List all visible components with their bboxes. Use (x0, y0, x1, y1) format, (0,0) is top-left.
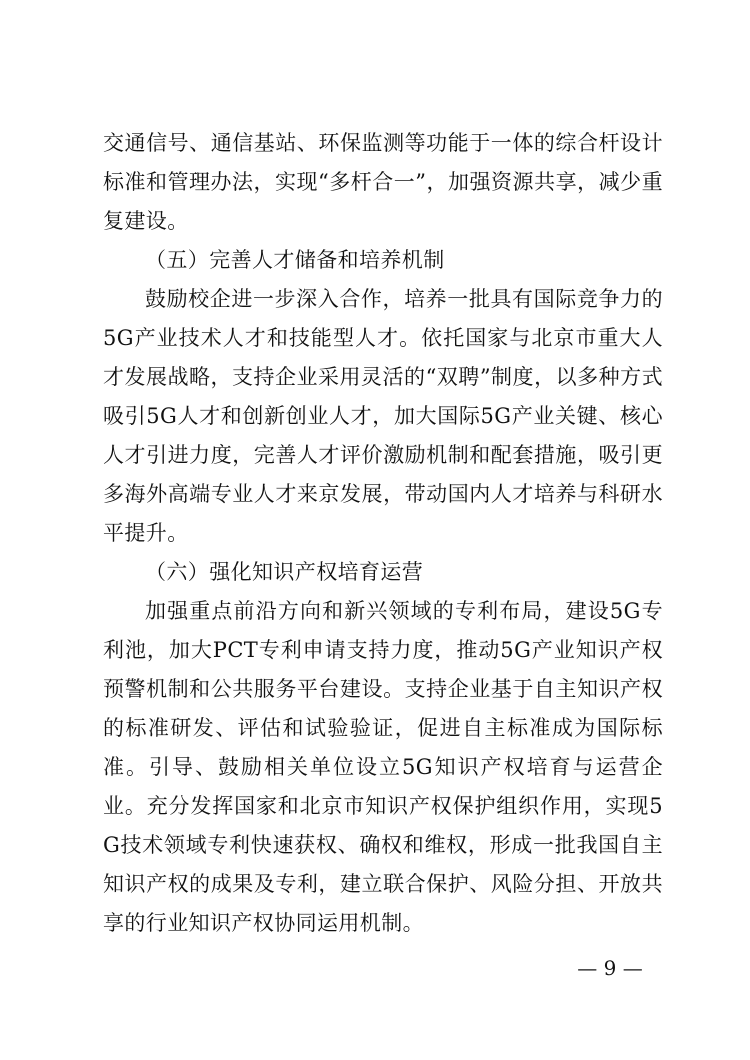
paragraph-continued: 交通信号、通信基站、环保监测等功能于一体的综合杆设计标准和管理办法，实现“多杆合一”，加强资源共享，减少重复建设。 (103, 131, 663, 233)
section-heading-6: （六）强化知识产权培育运营 (145, 560, 424, 584)
paragraph-ip: 加强重点前沿方向和新兴领域的专利布局，建设5G专利池，加大PCT专利申请支持力度，推动5G产业知识产权预警机制和公共服务平台建设。支持企业基于自主知识产权的标准研发、评估和试验验证，促进自主标准成为国际标准。引导、鼓励相关单位设立5G知识产权培育与运营企业。充分发挥国家和北京市知识产权保护组织作用，实现5G技术领域专利快速获权、确权和维权，形成一批我国自主知识产权的成果及专利，建立联合保护、风险分担、开放共享的行业知识产权协同运用机制。 (103, 599, 663, 935)
paragraph-talent: 鼓励校企进一步深入合作，培养一批具有国际竞争力的5G产业技术人才和技能型人才。依托国家与北京市重大人才发展战略，支持企业采用灵活的“双聘”制度，以多种方式吸引5G人才和创新创业人才，加大国际5G产业关键、核心人才引进力度，完善人才评价激励机制和配套措施，吸引更多海外高端专业人才来京发展，带动国内人才培养与科研水平提升。 (103, 287, 663, 545)
section-heading-5: （五）完善人才储备和培养机制 (145, 248, 445, 272)
page-number: — 9 — (577, 956, 643, 980)
document-body (103, 124, 663, 943)
